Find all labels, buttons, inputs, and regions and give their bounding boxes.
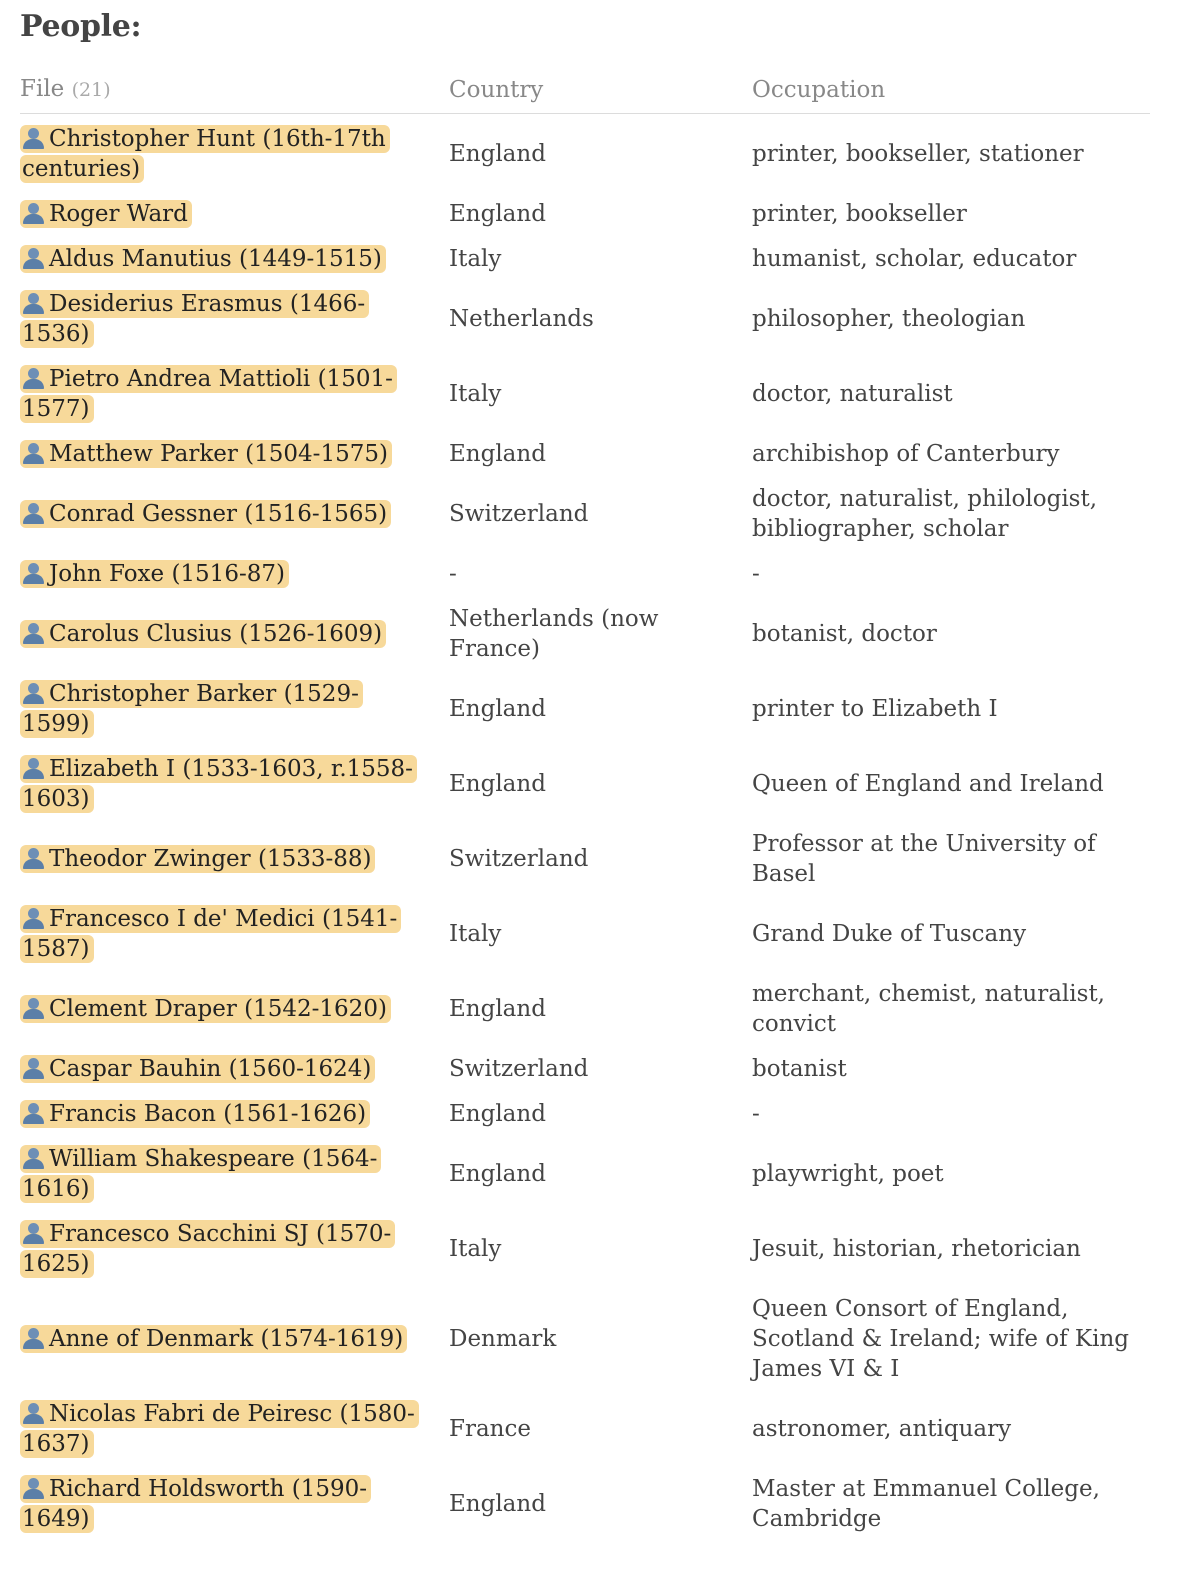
- occupation-cell: archibishop of Canterbury: [752, 441, 1060, 467]
- person-name: Theodor Zwinger (1533-88): [49, 846, 372, 872]
- country-cell: Italy: [449, 1236, 502, 1262]
- person-icon: [22, 682, 44, 704]
- occupation-cell: botanist: [752, 1056, 847, 1082]
- table-row: [20, 431, 1150, 476]
- country-cell: Italy: [449, 921, 502, 947]
- person-name: Pietro Andrea Mattioli (1501-1577): [22, 366, 393, 422]
- person-link[interactable]: [20, 1145, 381, 1203]
- person-name: Aldus Manutius (1449-1515): [49, 246, 382, 272]
- country-cell: Netherlands: [449, 306, 594, 332]
- table-row: [20, 821, 1150, 896]
- person-icon: [22, 1477, 44, 1499]
- person-link[interactable]: [20, 1100, 370, 1128]
- occupation-cell: humanist, scholar, educator: [752, 246, 1077, 272]
- column-header-file-label: File: [20, 76, 65, 102]
- occupation-cell: -: [752, 561, 760, 587]
- file-count: (21): [71, 79, 111, 101]
- occupation-cell: botanist, doctor: [752, 621, 937, 647]
- person-name: Desiderius Erasmus (1466-1536): [22, 291, 366, 347]
- table-row: [20, 1286, 1150, 1391]
- person-name: Clement Draper (1542-1620): [49, 996, 387, 1022]
- occupation-cell: merchant, chemist, naturalist, convict: [752, 981, 1105, 1037]
- occupation-cell: Queen Consort of England, Scotland & Ireland; wife of King James VI & I: [752, 1296, 1130, 1382]
- file-cell: [20, 476, 449, 551]
- table-row: [20, 476, 1150, 551]
- table-row: [20, 596, 1150, 671]
- occupation-cell: Professor at the University of Basel: [752, 831, 1096, 887]
- person-name: Francesco I de' Medici (1541-1587): [22, 906, 398, 962]
- file-cell: [20, 431, 449, 476]
- person-icon: [22, 127, 44, 149]
- person-icon: [22, 202, 44, 224]
- person-name: William Shakespeare (1564-1616): [22, 1146, 378, 1202]
- occupation-cell: printer to Elizabeth I: [752, 696, 998, 722]
- country-cell: England: [449, 1491, 546, 1517]
- file-cell: [20, 821, 449, 896]
- table-body: [20, 114, 1150, 1542]
- person-icon: [22, 622, 44, 644]
- table-row: [20, 1046, 1150, 1091]
- person-link[interactable]: [20, 1400, 419, 1458]
- file-cell: [20, 191, 449, 236]
- person-name: Christopher Barker (1529-1599): [22, 681, 359, 737]
- file-cell: [20, 281, 449, 356]
- country-cell: Italy: [449, 381, 502, 407]
- country-cell: Italy: [449, 246, 502, 272]
- person-name: Conrad Gessner (1516-1565): [49, 501, 388, 527]
- file-cell: [20, 356, 449, 431]
- country-cell: Switzerland: [449, 501, 589, 527]
- file-cell: [20, 1391, 449, 1466]
- table-row: [20, 281, 1150, 356]
- person-icon: [22, 1222, 44, 1244]
- person-icon: [22, 997, 44, 1019]
- person-link[interactable]: [20, 680, 363, 738]
- occupation-cell: doctor, naturalist: [752, 381, 953, 407]
- occupation-cell: philosopher, theologian: [752, 306, 1026, 332]
- person-icon: [22, 367, 44, 389]
- table-row: [20, 1211, 1150, 1286]
- person-link[interactable]: [20, 200, 192, 228]
- table-row: [20, 746, 1150, 821]
- file-cell: [20, 1046, 449, 1091]
- person-link[interactable]: [20, 905, 401, 963]
- country-cell: Switzerland: [449, 1056, 589, 1082]
- person-icon: [22, 562, 44, 584]
- person-name: Francis Bacon (1561-1626): [49, 1101, 367, 1127]
- person-link[interactable]: [20, 995, 391, 1023]
- country-cell: France: [449, 1416, 531, 1442]
- file-cell: [20, 1286, 449, 1391]
- person-icon: [22, 757, 44, 779]
- person-icon: [22, 1057, 44, 1079]
- occupation-cell: astronomer, antiquary: [752, 1416, 1012, 1442]
- person-link[interactable]: [20, 1475, 371, 1533]
- column-header-file[interactable]: [20, 74, 449, 114]
- file-cell: [20, 596, 449, 671]
- person-link[interactable]: [20, 1220, 395, 1278]
- country-cell: -: [449, 561, 457, 587]
- file-cell: [20, 551, 449, 596]
- table-row: [20, 1136, 1150, 1211]
- table-row: [20, 1391, 1150, 1466]
- person-name: Matthew Parker (1504-1575): [49, 441, 388, 467]
- person-link[interactable]: [20, 1055, 375, 1083]
- table-header-row: [20, 74, 1150, 114]
- country-cell: Denmark: [449, 1326, 557, 1352]
- person-icon: [22, 1402, 44, 1424]
- occupation-cell: Grand Duke of Tuscany: [752, 921, 1027, 947]
- country-cell: Netherlands (now France): [449, 606, 659, 662]
- person-name: Elizabeth I (1533-1603, r.1558-1603): [22, 756, 413, 812]
- occupation-cell: Jesuit, historian, rhetorician: [752, 1236, 1081, 1262]
- table-row: [20, 971, 1150, 1046]
- country-cell: England: [449, 1101, 546, 1127]
- file-cell: [20, 1091, 449, 1136]
- file-cell: [20, 1211, 449, 1286]
- person-link[interactable]: [20, 500, 391, 528]
- file-cell: [20, 114, 449, 192]
- person-link[interactable]: [20, 440, 392, 468]
- person-name: Roger Ward: [49, 201, 188, 227]
- occupation-cell: Queen of England and Ireland: [752, 771, 1104, 797]
- occupation-cell: doctor, naturalist, philologist, bibliographer, scholar: [752, 486, 1098, 542]
- occupation-cell: -: [752, 1101, 760, 1127]
- person-icon: [22, 292, 44, 314]
- file-cell: [20, 671, 449, 746]
- file-cell: [20, 1136, 449, 1211]
- person-link[interactable]: [20, 125, 390, 183]
- person-link[interactable]: [20, 245, 386, 273]
- country-cell: England: [449, 141, 546, 167]
- person-icon: [22, 1327, 44, 1349]
- person-name: Christopher Hunt (16th-17th centuries): [22, 126, 386, 182]
- person-icon: [22, 1147, 44, 1169]
- country-cell: England: [449, 996, 546, 1022]
- person-name: John Foxe (1516-87): [49, 561, 285, 587]
- table-row: [20, 551, 1150, 596]
- column-header-occupation[interactable]: Occupation: [752, 74, 1150, 114]
- table-row: [20, 236, 1150, 281]
- person-icon: [22, 442, 44, 464]
- country-cell: England: [449, 1161, 546, 1187]
- person-name: Caspar Bauhin (1560-1624): [49, 1056, 372, 1082]
- country-cell: England: [449, 201, 546, 227]
- file-cell: [20, 896, 449, 971]
- people-table: [20, 74, 1150, 1541]
- table-row: [20, 1091, 1150, 1136]
- person-icon: [22, 502, 44, 524]
- occupation-cell: printer, bookseller: [752, 201, 967, 227]
- person-link[interactable]: [20, 755, 417, 813]
- person-icon: [22, 247, 44, 269]
- table-row: [20, 1466, 1150, 1541]
- table-row: [20, 671, 1150, 746]
- page-title: People:: [20, 9, 142, 44]
- country-cell: Switzerland: [449, 846, 589, 872]
- country-cell: England: [449, 696, 546, 722]
- person-icon: [22, 847, 44, 869]
- occupation-cell: playwright, poet: [752, 1161, 944, 1187]
- person-link[interactable]: [20, 1325, 407, 1353]
- person-link[interactable]: [20, 365, 397, 423]
- person-link[interactable]: [20, 845, 375, 873]
- table-row: [20, 896, 1150, 971]
- occupation-cell: Master at Emmanuel College, Cambridge: [752, 1476, 1100, 1532]
- country-cell: England: [449, 441, 546, 467]
- person-name: Francesco Sacchini SJ (1570-1625): [22, 1221, 392, 1277]
- file-cell: [20, 746, 449, 821]
- file-cell: [20, 971, 449, 1046]
- person-icon: [22, 907, 44, 929]
- person-link[interactable]: [20, 620, 386, 648]
- file-cell: [20, 236, 449, 281]
- person-link[interactable]: [20, 560, 289, 588]
- table-row: [20, 114, 1150, 192]
- person-name: Richard Holdsworth (1590-1649): [22, 1476, 368, 1532]
- person-name: Anne of Denmark (1574-1619): [49, 1326, 404, 1352]
- table-row: [20, 356, 1150, 431]
- column-header-country[interactable]: Country: [449, 74, 752, 114]
- country-cell: England: [449, 771, 546, 797]
- person-icon: [22, 1102, 44, 1124]
- person-name: Carolus Clusius (1526-1609): [49, 621, 383, 647]
- occupation-cell: printer, bookseller, stationer: [752, 141, 1084, 167]
- person-name: Nicolas Fabri de Peiresc (1580-1637): [22, 1401, 415, 1457]
- person-link[interactable]: [20, 290, 369, 348]
- file-cell: [20, 1466, 449, 1541]
- table-row: [20, 191, 1150, 236]
